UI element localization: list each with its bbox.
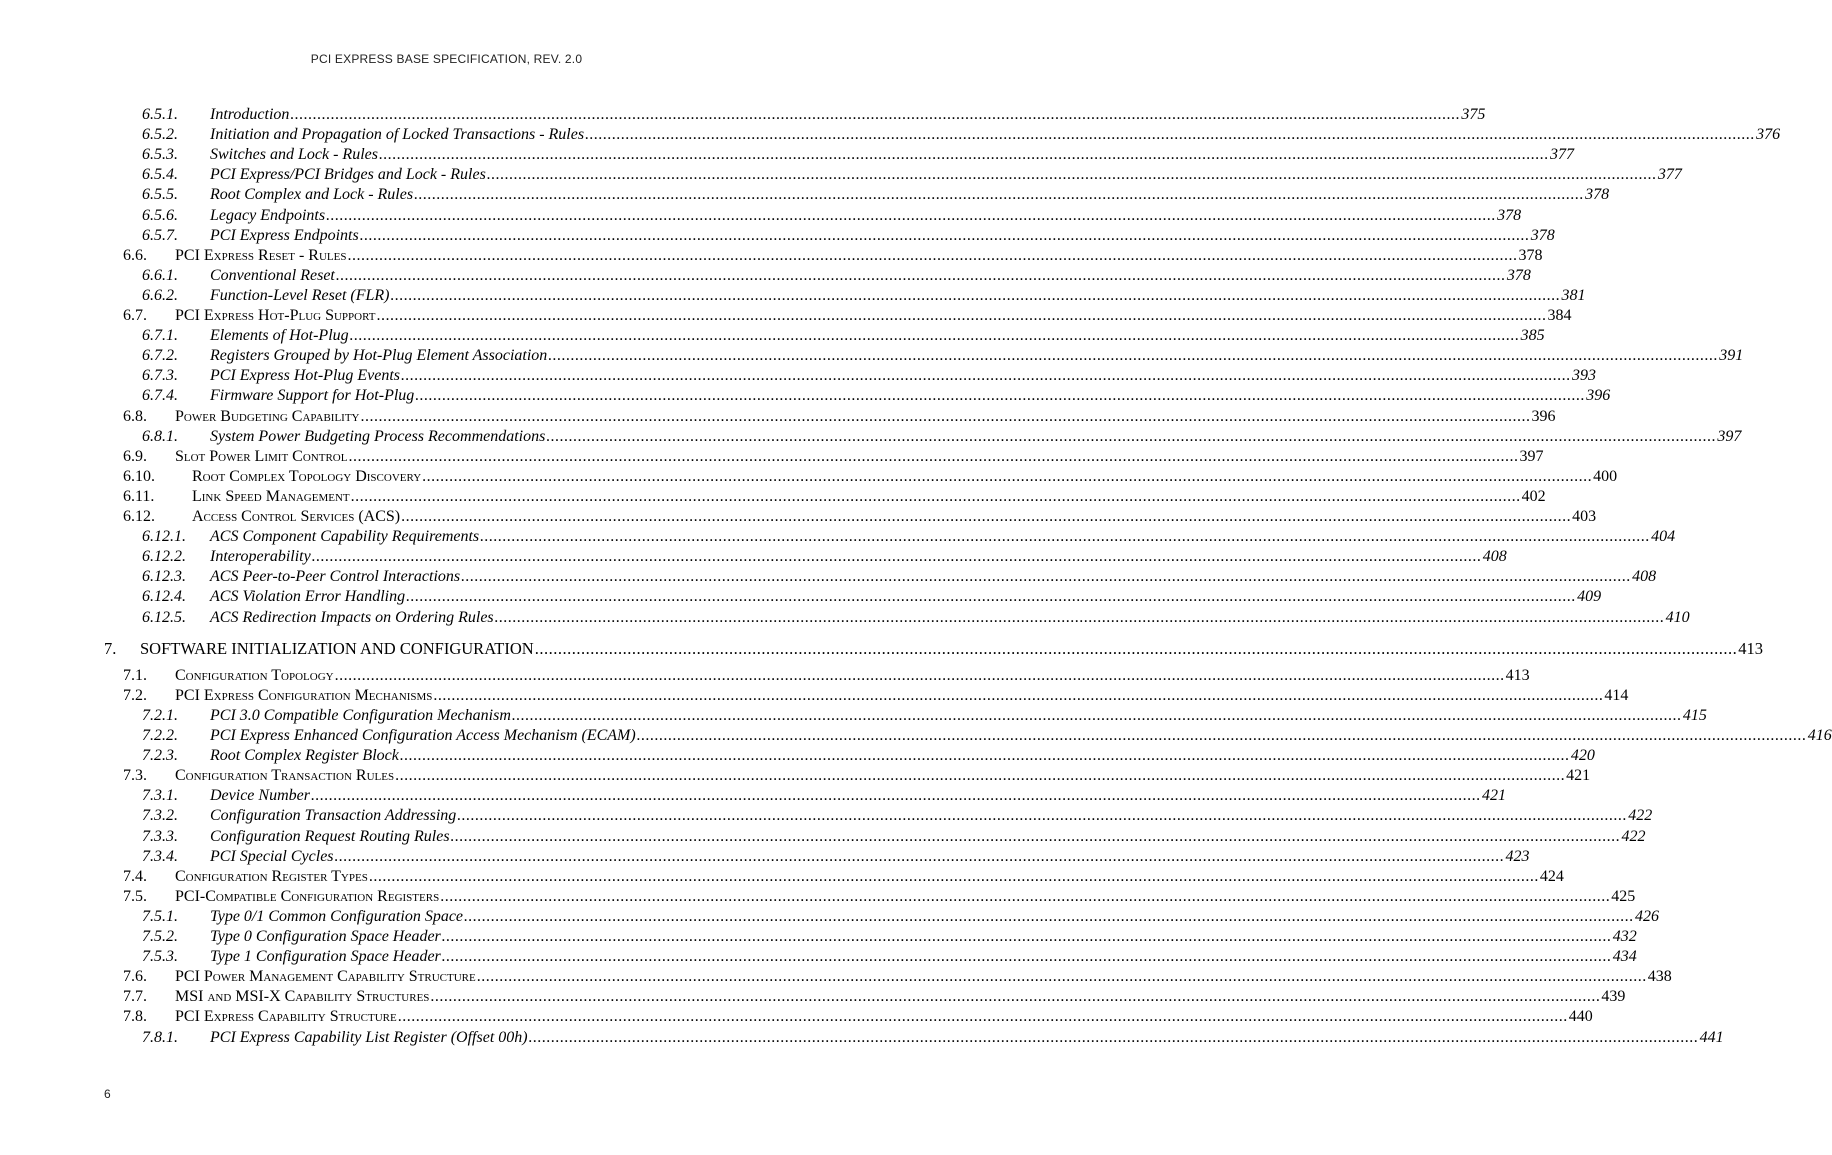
toc-entry-number: 6.12.3. (142, 568, 186, 586)
toc-entry-page: 414 (1604, 686, 1629, 704)
toc-entry-leader-line (175, 867, 1564, 887)
toc-entry-title: Link Speed Management (192, 487, 350, 505)
toc-entry-page: 421 (1481, 787, 1506, 805)
toc-entry-number: 6.12.2. (142, 548, 186, 566)
dot-leader: .................................................................................................................................................................................................................................................................... (310, 787, 1481, 805)
toc-entry[interactable] (0, 786, 1506, 806)
toc-entry-leader-line (210, 145, 1574, 165)
dot-leader: .................................................................................................................................................................................................................................................................... (359, 226, 1530, 244)
toc-entry[interactable] (0, 246, 1543, 266)
toc-entry-page: 377 (1657, 166, 1682, 184)
toc-entry[interactable] (0, 286, 1586, 306)
dot-leader: .................................................................................................................................................................................................................................................................... (395, 767, 1566, 785)
toc-entry-page: 400 (1593, 467, 1618, 485)
toc-entry-page: 378 (1506, 266, 1531, 284)
dot-leader: .................................................................................................................................................................................................................................................................... (368, 867, 1539, 885)
toc-entry-number: 7.2.2. (142, 727, 178, 744)
toc-entry[interactable] (0, 827, 1646, 847)
toc-entry-page: 381 (1561, 286, 1586, 304)
toc-entry[interactable] (0, 447, 1544, 467)
toc-entry-number: 6.12. (123, 508, 155, 525)
dot-leader: .................................................................................................................................................................................................................................................................... (348, 447, 1519, 465)
dot-leader: .................................................................................................................................................................................................................................................................... (415, 387, 1586, 405)
toc-entry-title: ACS Peer-to-Peer Control Interactions (210, 568, 461, 586)
toc-entry-leader-line (175, 407, 1556, 427)
toc-entry-title: SOFTWARE INITIALIZATION AND CONFIGURATION (140, 638, 534, 658)
toc-entry-page: 378 (1518, 246, 1543, 264)
toc-entry[interactable] (0, 907, 1660, 927)
toc-entry-number: 6.12.5. (142, 608, 186, 626)
dot-leader: .................................................................................................................................................................................................................................................................... (350, 487, 1521, 505)
toc-entry[interactable] (0, 666, 1530, 686)
toc-entry-page: 384 (1547, 307, 1572, 324)
toc-entry-title: Configuration Register Types (175, 867, 368, 885)
toc-entry-title: Type 0/1 Common Configuration Space (210, 907, 464, 925)
toc-entry-title: Device Number (210, 787, 310, 805)
toc-entry-leader-line (210, 706, 1707, 726)
toc-entry[interactable] (0, 987, 1626, 1007)
toc-entry-title: Root Complex Topology Discovery (192, 467, 422, 485)
toc-entry-number: 6.6. (123, 246, 147, 264)
toc-entry[interactable] (0, 226, 1555, 246)
dot-leader: .................................................................................................................................................................................................................................................................... (494, 608, 1665, 626)
toc-entry-title: PCI Express Capability Structure (175, 1008, 397, 1026)
dot-leader: .................................................................................................................................................................................................................................................................... (422, 467, 1593, 485)
toc-entry-number: 7.5.1. (142, 907, 178, 925)
toc-entry-leader-line (210, 726, 1832, 746)
toc-entry-leader-line (210, 1028, 1724, 1048)
toc-entry-page: 413 (1738, 638, 1763, 658)
dot-leader: .................................................................................................................................................................................................................................................................... (360, 407, 1531, 425)
toc-entry-title: Firmware Support for Hot-Plug (210, 387, 415, 405)
toc-entry-title: Configuration Transaction Rules (175, 767, 395, 785)
toc-entry-title: Access Control Services (ACS) (192, 508, 401, 525)
toc-entry-title: Slot Power Limit Control (175, 447, 348, 465)
toc-entry-title: ACS Redirection Impacts on Ordering Rules (210, 608, 494, 626)
toc-entry-leader-line (210, 386, 1611, 406)
toc-entry-number: 7.3.4. (142, 847, 178, 865)
toc-entry[interactable] (0, 105, 1486, 125)
toc-entry-number: 6.12.1. (142, 528, 186, 546)
toc-entry-page: 422 (1621, 827, 1646, 845)
toc-entry-page: 377 (1549, 146, 1574, 164)
toc-entry-page: 425 (1611, 887, 1636, 905)
dot-leader: .................................................................................................................................................................................................................................................................... (450, 827, 1621, 845)
toc-entry-page: 408 (1632, 568, 1657, 586)
toc-entry-number: 7.8.1. (142, 1028, 178, 1046)
toc-entry-title: PCI Express Endpoints (210, 226, 359, 244)
toc-entry-leader-line (175, 447, 1544, 467)
toc-entry[interactable] (0, 547, 1507, 567)
toc-entry-leader-line (210, 786, 1506, 806)
toc-entry-page: 423 (1505, 847, 1530, 865)
toc-entry-page: 422 (1628, 807, 1653, 825)
toc-entry-title: Legacy Endpoints (210, 206, 326, 224)
toc-entry-leader-line (210, 165, 1682, 185)
toc-entry-page: 397 (1717, 427, 1742, 445)
dot-leader: .................................................................................................................................................................................................................................................................... (511, 706, 1682, 724)
toc-entry-number: 6.11. (123, 487, 155, 505)
dot-leader: .................................................................................................................................................................................................................................................................... (347, 246, 1518, 264)
dot-leader: .................................................................................................................................................................................................................................................................... (399, 747, 1570, 765)
toc-entry[interactable] (0, 145, 1574, 165)
toc-entry-title: PCI Special Cycles (210, 847, 334, 865)
toc-entry-title: PCI Express Configuration Mechanisms (175, 686, 433, 704)
dot-leader: .................................................................................................................................................................................................................................................................... (326, 206, 1497, 224)
toc-entry-number: 6.5.2. (142, 126, 178, 144)
toc-entry[interactable] (0, 726, 1832, 746)
toc-entry-leader-line (210, 806, 1653, 826)
toc-entry-title: ACS Violation Error Handling (210, 588, 406, 606)
toc-entry-title: PCI Express Hot-Plug Events (210, 367, 401, 385)
toc-entry-number: 6.5.4. (142, 166, 178, 184)
dot-leader: .................................................................................................................................................................................................................................................................... (440, 887, 1611, 905)
toc-entry-number: 7.2.3. (142, 747, 178, 765)
toc-entry-leader-line (210, 226, 1555, 246)
toc-entry-title: System Power Budgeting Process Recommendations (210, 427, 546, 445)
toc-entry-page: 375 (1461, 106, 1486, 123)
toc-entry-leader-line (210, 827, 1646, 847)
toc-entry-page: 413 (1505, 666, 1530, 684)
toc-entry-title: PCI Express Hot-Plug Support (175, 307, 376, 324)
toc-entry-number: 6.6.1. (142, 266, 178, 284)
toc-entry[interactable] (0, 326, 1545, 346)
toc-entry-leader-line (210, 427, 1742, 447)
page-header: PCI EXPRESS BASE SPECIFICATION, REV. 2.0 (310, 52, 583, 66)
toc-entry-leader-line (192, 487, 1546, 507)
toc-entry-page: 409 (1577, 588, 1602, 606)
toc-entry-leader-line (175, 666, 1530, 686)
toc-entry-page: 439 (1601, 988, 1626, 1006)
toc-entry[interactable] (0, 686, 1629, 706)
toc-entry[interactable] (0, 887, 1636, 907)
toc-entry[interactable] (0, 567, 1657, 587)
dot-leader: .................................................................................................................................................................................................................................................................... (378, 146, 1549, 164)
toc-entry[interactable] (0, 927, 1637, 947)
toc-entry-title: Introduction (210, 106, 290, 123)
dot-leader: .................................................................................................................................................................................................................................................................... (401, 367, 1572, 385)
toc-entry-title: Configuration Transaction Addressing (210, 807, 457, 825)
toc-entry-leader-line (210, 927, 1637, 947)
toc-entry-leader-line (192, 467, 1618, 487)
toc-entry-leader-line (210, 326, 1545, 346)
dot-leader: .................................................................................................................................................................................................................................................................... (476, 968, 1647, 986)
toc-entry[interactable] (0, 1007, 1593, 1027)
toc-entry[interactable] (0, 427, 1742, 447)
toc-entry-page: 424 (1539, 867, 1564, 885)
toc-entry-page: 420 (1570, 747, 1595, 765)
toc-entry-title: PCI 3.0 Compatible Configuration Mechanism (210, 706, 511, 724)
dot-leader: .................................................................................................................................................................................................................................................................... (390, 286, 1561, 304)
toc-entry[interactable] (0, 706, 1707, 726)
toc-entry-leader-line (210, 567, 1657, 587)
toc-entry[interactable] (0, 527, 1676, 547)
toc-entry-number: 6.9. (123, 447, 147, 465)
toc-entry[interactable] (0, 507, 1597, 527)
toc-entry[interactable] (0, 746, 1595, 766)
toc-entry-page: 410 (1665, 608, 1690, 626)
toc-entry-leader-line (210, 266, 1531, 286)
toc-entry[interactable] (0, 608, 1690, 628)
toc-entry[interactable] (0, 306, 1572, 326)
toc-entry-number: 6.7.2. (142, 347, 178, 365)
toc-entry-leader-line (175, 887, 1636, 907)
toc-entry-page: 408 (1482, 548, 1507, 566)
dot-leader: .................................................................................................................................................................................................................................................................... (636, 727, 1807, 744)
toc-entry[interactable] (0, 487, 1546, 507)
toc-entry-page: 378 (1585, 186, 1610, 204)
dot-leader: .................................................................................................................................................................................................................................................................... (414, 186, 1585, 204)
toc-entry[interactable] (0, 847, 1530, 867)
toc-entry-title: Type 1 Configuration Space Header (210, 948, 441, 966)
toc-entry-number: 7.3. (123, 767, 147, 785)
dot-leader: .................................................................................................................................................................................................................................................................... (585, 126, 1756, 144)
toc-entry-page: 404 (1651, 528, 1676, 546)
dot-leader: .................................................................................................................................................................................................................................................................... (534, 638, 1738, 658)
dot-leader: .................................................................................................................................................................................................................................................................... (349, 327, 1520, 345)
toc-entry-number: 6.6.2. (142, 286, 178, 304)
toc-entry-page: 434 (1612, 948, 1637, 966)
toc-entry-number: 7.7. (123, 988, 147, 1006)
toc-entry-leader-line (210, 125, 1781, 145)
dot-leader: .................................................................................................................................................................................................................................................................... (480, 528, 1651, 546)
dot-leader: .................................................................................................................................................................................................................................................................... (441, 948, 1612, 966)
dot-leader: .................................................................................................................................................................................................................................................................... (433, 686, 1604, 704)
dot-leader: .................................................................................................................................................................................................................................................................... (546, 427, 1717, 445)
dot-leader: .................................................................................................................................................................................................................................................................... (486, 166, 1657, 184)
toc-entry[interactable] (0, 967, 1672, 987)
toc-entry-number: 7.3.3. (142, 827, 178, 845)
toc-entry-leader-line (210, 105, 1486, 125)
dot-leader: .................................................................................................................................................................................................................................................................... (464, 907, 1635, 925)
toc-entry-number: 6.5.6. (142, 206, 178, 224)
toc-entry-number: 7.2. (123, 686, 147, 704)
dot-leader: .................................................................................................................................................................................................................................................................... (334, 847, 1505, 865)
toc-entry-leader-line (210, 366, 1597, 386)
toc-entry-leader-line (140, 638, 1763, 659)
toc-entry-title: Switches and Lock - Rules (210, 146, 378, 164)
toc-entry-leader-line (210, 907, 1660, 927)
dot-leader: .................................................................................................................................................................................................................................................................... (376, 307, 1547, 324)
toc-entry[interactable] (0, 947, 1637, 967)
toc-entry-number: 7.2.1. (142, 706, 178, 724)
toc-entry-page: 396 (1531, 407, 1556, 425)
dot-leader: .................................................................................................................................................................................................................................................................... (311, 548, 1482, 566)
toc-entry-page: 403 (1572, 508, 1597, 525)
toc-entry-title: PCI-Compatible Configuration Registers (175, 887, 440, 905)
dot-leader: .................................................................................................................................................................................................................................................................... (457, 807, 1628, 825)
toc-entry-page: 440 (1568, 1008, 1593, 1026)
toc-entry[interactable] (0, 806, 1653, 826)
toc-entry-page: 391 (1719, 347, 1744, 365)
toc-entry[interactable] (0, 587, 1602, 607)
toc-entry-number: 7. (104, 638, 117, 658)
toc-entry-number: 6.7.4. (142, 387, 178, 405)
dot-leader: .................................................................................................................................................................................................................................................................... (406, 588, 1577, 606)
toc-entry[interactable] (0, 766, 1591, 786)
toc-entry-title: Root Complex and Lock - Rules (210, 186, 414, 204)
toc-entry-title: Function-Level Reset (FLR) (210, 286, 390, 304)
toc-entry-leader-line (210, 547, 1507, 567)
toc-entry[interactable] (0, 266, 1531, 286)
toc-entry-number: 6.5.1. (142, 106, 178, 123)
toc-entry-number: 6.5.3. (142, 146, 178, 164)
toc-entry-leader-line (175, 967, 1672, 987)
toc-entry-leader-line (175, 766, 1591, 786)
toc-entry-title: Configuration Request Routing Rules (210, 827, 450, 845)
toc-entry-page: 378 (1530, 226, 1555, 244)
dot-leader: .................................................................................................................................................................................................................................................................... (334, 666, 1505, 684)
toc-entry-title: PCI Express Capability List Register (Offset 00h) (210, 1028, 528, 1046)
toc-entry-page: 438 (1647, 968, 1672, 986)
toc-entry-title: Conventional Reset (210, 266, 335, 284)
toc-entry[interactable] (0, 386, 1611, 406)
toc-entry-number: 7.5. (123, 887, 147, 905)
toc-entry-leader-line (175, 1007, 1593, 1027)
toc-entry-page: 415 (1682, 706, 1707, 724)
dot-leader: .................................................................................................................................................................................................................................................................... (548, 347, 1719, 365)
toc-entry-page: 426 (1635, 907, 1660, 925)
toc-entry-title: PCI Express Reset - Rules (175, 246, 347, 264)
toc-entry-number: 7.4. (123, 867, 147, 885)
toc-entry-number: 7.8. (123, 1008, 147, 1026)
toc-entry-number: 6.10. (123, 467, 155, 485)
toc-entry[interactable] (0, 206, 1522, 226)
toc-entry-number: 7.1. (123, 666, 147, 684)
dot-leader: .................................................................................................................................................................................................................................................................... (397, 1008, 1568, 1026)
toc-entry-title: Type 0 Configuration Space Header (210, 928, 441, 945)
toc-entry[interactable] (0, 638, 1763, 659)
toc-entry-number: 6.7.1. (142, 327, 178, 345)
toc-entry-leader-line (210, 206, 1522, 226)
dot-leader: .................................................................................................................................................................................................................................................................... (401, 508, 1572, 525)
toc-entry-title: Interoperability (210, 548, 311, 566)
toc-entry-leader-line (175, 306, 1572, 326)
toc-entry-number: 6.12.4. (142, 588, 186, 606)
toc-entry-leader-line (175, 246, 1543, 266)
toc-entry-number: 6.7.3. (142, 367, 178, 385)
toc-entry-number: 6.7. (123, 307, 147, 324)
toc-entry-page: 421 (1566, 767, 1591, 785)
toc-entry-number: 7.6. (123, 968, 147, 986)
toc-entry-number: 7.5.3. (142, 948, 178, 966)
toc-entry-title: Power Budgeting Capability (175, 407, 360, 425)
toc-entry-title: PCI Power Management Capability Structure (175, 968, 476, 986)
toc-entry[interactable] (0, 165, 1682, 185)
toc-entry-leader-line (210, 746, 1595, 766)
toc-entry[interactable] (0, 407, 1556, 427)
toc-entry-leader-line (210, 847, 1530, 867)
toc-entry-leader-line (210, 608, 1690, 628)
toc-entry-leader-line (210, 527, 1676, 547)
toc-entry-page: 396 (1586, 387, 1611, 405)
toc-entry-leader-line (210, 286, 1586, 306)
toc-entry[interactable] (0, 867, 1564, 887)
dot-leader: .................................................................................................................................................................................................................................................................... (430, 988, 1601, 1006)
dot-leader: .................................................................................................................................................................................................................................................................... (335, 266, 1506, 284)
toc-entry-number: 6.5.5. (142, 186, 178, 204)
toc-entry-leader-line (175, 987, 1626, 1007)
toc-entry-title: Initiation and Propagation of Locked Transactions - Rules (210, 126, 585, 144)
toc-entry[interactable] (0, 346, 1744, 366)
toc-entry[interactable] (0, 366, 1597, 386)
dot-leader: .................................................................................................................................................................................................................................................................... (290, 106, 1461, 123)
toc-entry-leader-line (210, 587, 1602, 607)
toc-entry-title: Root Complex Register Block (210, 747, 399, 765)
toc-entry-number: 6.5.7. (142, 226, 178, 244)
toc-entry-title: ACS Component Capability Requirements (210, 528, 480, 546)
toc-entry-leader-line (175, 686, 1629, 706)
toc-entry-number: 6.8.1. (142, 427, 178, 445)
toc-entry-title: Configuration Topology (175, 666, 334, 684)
toc-entry-page: 402 (1521, 487, 1546, 505)
toc-entry-number: 7.3.1. (142, 787, 178, 805)
toc-entry-leader-line (210, 947, 1637, 967)
toc-entry[interactable] (0, 185, 1610, 205)
toc-entry-page: 393 (1572, 367, 1597, 385)
toc-entry-page: 432 (1612, 928, 1637, 945)
toc-entry-number: 6.8. (123, 407, 147, 425)
toc-entry[interactable] (0, 467, 1618, 487)
toc-entry-page: 385 (1520, 327, 1545, 345)
toc-entry-page: 376 (1756, 126, 1781, 144)
toc-entry[interactable] (0, 1028, 1724, 1048)
toc-entry-leader-line (210, 346, 1744, 366)
toc-entry-page: 378 (1497, 206, 1522, 224)
toc-entry-page: 416 (1807, 727, 1832, 744)
toc-entry-title: PCI Express/PCI Bridges and Lock - Rules (210, 166, 486, 184)
toc-entry-title: MSI and MSI-X Capability Structures (175, 988, 430, 1006)
toc-entry-title: Registers Grouped by Hot-Plug Element Association (210, 347, 548, 365)
toc-entry-number: 7.5.2. (142, 928, 178, 945)
toc-entry-title: PCI Express Enhanced Configuration Access Mechanism (ECAM) (210, 727, 636, 744)
toc-entry[interactable] (0, 125, 1781, 145)
toc-entry-title: Elements of Hot-Plug (210, 327, 349, 345)
toc-entry-number: 7.3.2. (142, 807, 178, 825)
toc-entry-page: 441 (1699, 1028, 1724, 1046)
toc-entry-page: 397 (1519, 447, 1544, 465)
dot-leader: .................................................................................................................................................................................................................................................................... (461, 568, 1632, 586)
page-number: 6 (104, 1087, 111, 1101)
dot-leader: .................................................................................................................................................................................................................................................................... (528, 1028, 1699, 1046)
dot-leader: .................................................................................................................................................................................................................................................................... (441, 928, 1612, 945)
toc-entry-leader-line (192, 507, 1597, 527)
toc-entry-leader-line (210, 185, 1610, 205)
